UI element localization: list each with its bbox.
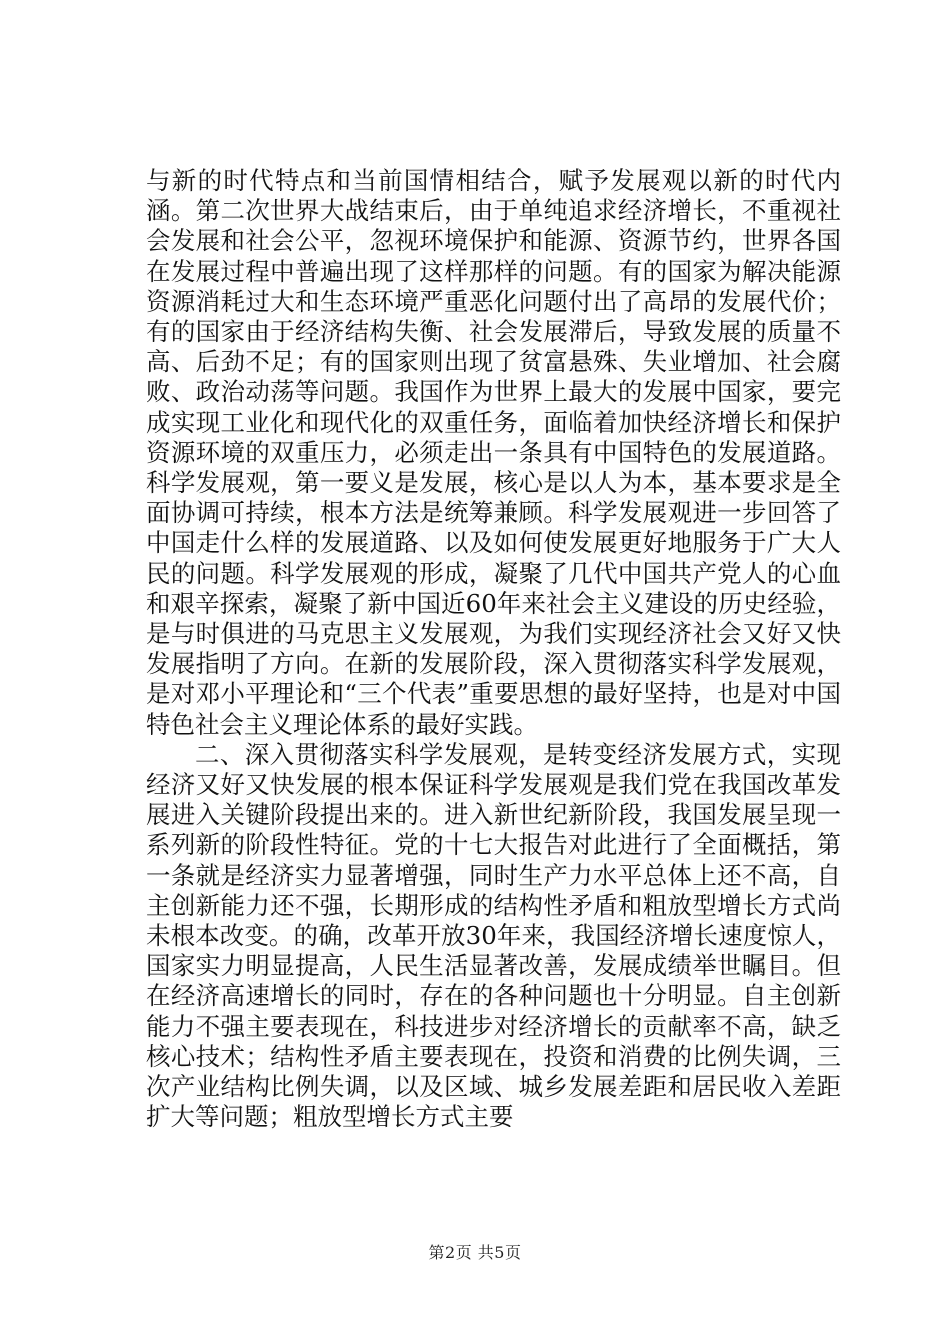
paragraph-2: 二、深入贯彻落实科学发展观，是转变经济发展方式，实现经济又好又快发展的根本保证科学发展观是我们党在我国改革发展进入关键阶段提出来的。进入新世纪新阶段，我国发展呈现一系列新的阶段性特征。党的十七大报告对此进行了全面概括，第一条就是经济实力显著增强，同时生产力水平总体上还不高，自主创新能力还不强，长期形成的结构性矛盾和粗放型增长方式尚未根本改变。的确，改革开放30年来，我国经济增长速度惊人，国家实力明显提高，人民生活显著改善，发展成绩举世瞩目。但在经济高速增长的同时，存在的各种问题也十分明显。自主创新能力不强主要表现在，科技进步对经济增长的贡献率不高，缺乏核心技术；结构性矛盾主要表现在，投资和消费的比例失调，三次产业结构比例失调，以及区域、城乡发展差距和居民收入差距扩大等问题；粗放型增长方式主要	[146, 739, 841, 1132]
body-text	[146, 166, 841, 1133]
paragraph-1: 与新的时代特点和当前国情相结合，赋予发展观以新的时代内涵。第二次世界大战结束后，由于单纯追求经济增长，不重视社会发展和社会公平，忽视环境保护和能源、资源节约，世界各国在发展过程中普遍出现了这样那样的问题。有的国家为解决能源资源消耗过大和生态环境严重恶化问题付出了高昂的发展代价；有的国家由于经济结构失衡、社会发展滞后，导致发展的质量不高、后劲不足；有的国家则出现了贫富悬殊、失业增加、社会腐败、政治动荡等问题。我国作为世界上最大的发展中国家，要完成实现工业化和现代化的双重任务，面临着加快经济增长和保护资源环境的双重压力，必须走出一条具有中国特色的发展道路。科学发展观，第一要义是发展，核心是以人为本，基本要求是全面协调可持续，根本方法是统筹兼顾。科学发展观进一步回答了中国走什么样的发展道路、以及如何使发展更好地服务于广大人民的问题。科学发展观的形成，凝聚了几代中国共产党人的心血和艰辛探索，凝聚了新中国近60年来社会主义建设的历史经验，是与时俱进的马克思主义发展观，为我们实现经济社会又好又快发展指明了方向。在新的发展阶段，深入贯彻落实科学发展观，是对邓小平理论和“三个代表”重要思想的最好坚持，也是对中国特色社会主义理论体系的最好实践。	[146, 166, 841, 739]
page-footer: 第2页 共5页	[428, 1243, 522, 1262]
